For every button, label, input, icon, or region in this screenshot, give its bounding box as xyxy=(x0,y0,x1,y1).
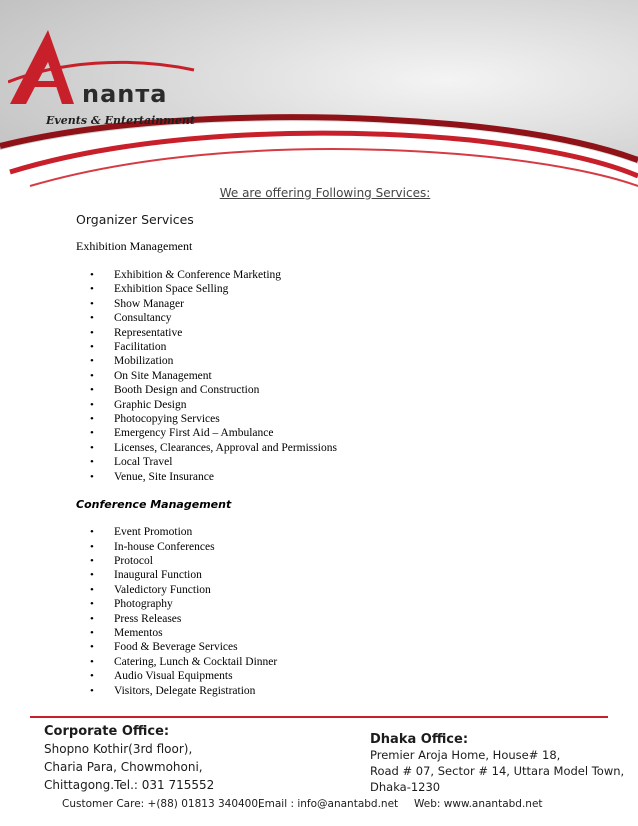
bullet-icon: • xyxy=(90,326,94,339)
conference-heading: Conference Management xyxy=(76,498,232,512)
footer xyxy=(0,722,638,826)
list-item: • Food & Beverage Services xyxy=(90,641,238,654)
bullet-icon: • xyxy=(90,641,94,654)
list-item: • Facilitation xyxy=(90,341,167,354)
bullet-icon: • xyxy=(90,384,94,397)
corporate-office-title: Corporate Office: xyxy=(44,724,170,739)
bullet-icon: • xyxy=(90,670,94,683)
list-item: • Venue, Site Insurance xyxy=(90,470,214,483)
dhaka-address-line: Premier Aroja Home, House# 18, xyxy=(370,748,561,762)
list-item: • Inaugural Function xyxy=(90,569,202,582)
bullet-icon: • xyxy=(90,540,94,553)
corporate-address-line: Chittagong.Tel.: 031 715552 xyxy=(44,778,215,792)
bullet-icon: • xyxy=(90,413,94,426)
website-link[interactable]: Web: www.anantabd.net xyxy=(414,798,543,810)
list-item: • Exhibition Space Selling xyxy=(90,283,229,296)
list-item: • Photography xyxy=(90,598,173,611)
bullet-icon: • xyxy=(90,441,94,454)
bullet-icon: • xyxy=(90,526,94,539)
list-item: • Mobilization xyxy=(90,355,174,368)
list-item: • Exhibition & Conference Marketing xyxy=(90,269,282,281)
bullet-icon: • xyxy=(90,684,94,697)
bullet-icon: • xyxy=(90,626,94,639)
dhaka-office-title: Dhaka Office: xyxy=(370,732,469,747)
list-item: • In-house Conferences xyxy=(90,540,215,553)
list-item: • Protocol xyxy=(90,554,153,567)
bullet-icon: • xyxy=(90,554,94,567)
bullet-icon: • xyxy=(90,427,94,440)
list-item: • On Site Management xyxy=(90,369,212,382)
customer-care: Customer Care: +(88) 01813 340400, xyxy=(62,798,262,810)
bullet-icon: • xyxy=(90,297,94,310)
logo-tagline: Events & Entertainment xyxy=(46,114,195,127)
bullet-icon: • xyxy=(90,655,94,668)
list-item: • Valedictory Function xyxy=(90,583,211,596)
list-item: • Graphic Design xyxy=(90,398,187,411)
dhaka-address-line: Road # 07, Sector # 14, Uttara Model Town, xyxy=(370,764,625,778)
exhibition-service-list xyxy=(76,268,616,484)
services-content xyxy=(76,212,616,698)
list-item: • Photocopying Services xyxy=(90,413,220,426)
conference-service-list xyxy=(76,525,616,698)
bullet-icon: • xyxy=(90,470,94,483)
list-item: • Event Promotion xyxy=(90,526,193,539)
list-item: • Booth Design and Construction xyxy=(90,384,260,397)
bullet-icon: • xyxy=(90,312,94,325)
bullet-icon: • xyxy=(90,341,94,354)
list-item: • Representative xyxy=(90,326,183,339)
list-item: • Visitors, Delegate Registration xyxy=(90,684,256,697)
offering-title: We are offering Following Services: xyxy=(219,186,431,200)
bullet-icon: • xyxy=(90,583,94,596)
bullet-icon: • xyxy=(90,355,94,368)
email-address[interactable]: Email : info@anantabd.net xyxy=(258,798,399,810)
list-item: • Audio Visual Equipments xyxy=(90,670,233,683)
bullet-icon: • xyxy=(90,283,94,296)
ananta-logo xyxy=(8,22,198,127)
bullet-icon: • xyxy=(90,269,94,281)
bullet-icon: • xyxy=(90,456,94,469)
bullet-icon: • xyxy=(90,598,94,611)
corporate-address-line: Shopno Kothir(3rd floor), xyxy=(44,742,193,756)
list-item: • Mementos xyxy=(90,626,163,639)
exhibition-subheading: Exhibition Management xyxy=(76,239,193,253)
bullet-icon: • xyxy=(90,398,94,411)
list-item: • Consultancy xyxy=(90,312,172,325)
bullet-icon: • xyxy=(90,369,94,382)
footer-divider xyxy=(30,716,608,718)
list-item: • Press Releases xyxy=(90,612,182,625)
dhaka-address-line: Dhaka-1230 xyxy=(370,780,441,794)
bullet-icon: • xyxy=(90,569,94,582)
list-item: • Local Travel xyxy=(90,456,173,469)
corporate-address-line: Charia Para, Chowmohoni, xyxy=(44,760,203,774)
logo-wordmark: nanтa xyxy=(82,80,168,108)
list-item: • Catering, Lunch & Cocktail Dinner xyxy=(90,655,278,668)
bullet-icon: • xyxy=(90,612,94,625)
list-item: • Show Manager xyxy=(90,297,184,310)
organizer-heading: Organizer Services xyxy=(76,212,194,227)
list-item: • Emergency First Aid – Ambulance xyxy=(90,427,274,440)
list-item: • Licenses, Clearances, Approval and Permissions xyxy=(90,441,337,454)
